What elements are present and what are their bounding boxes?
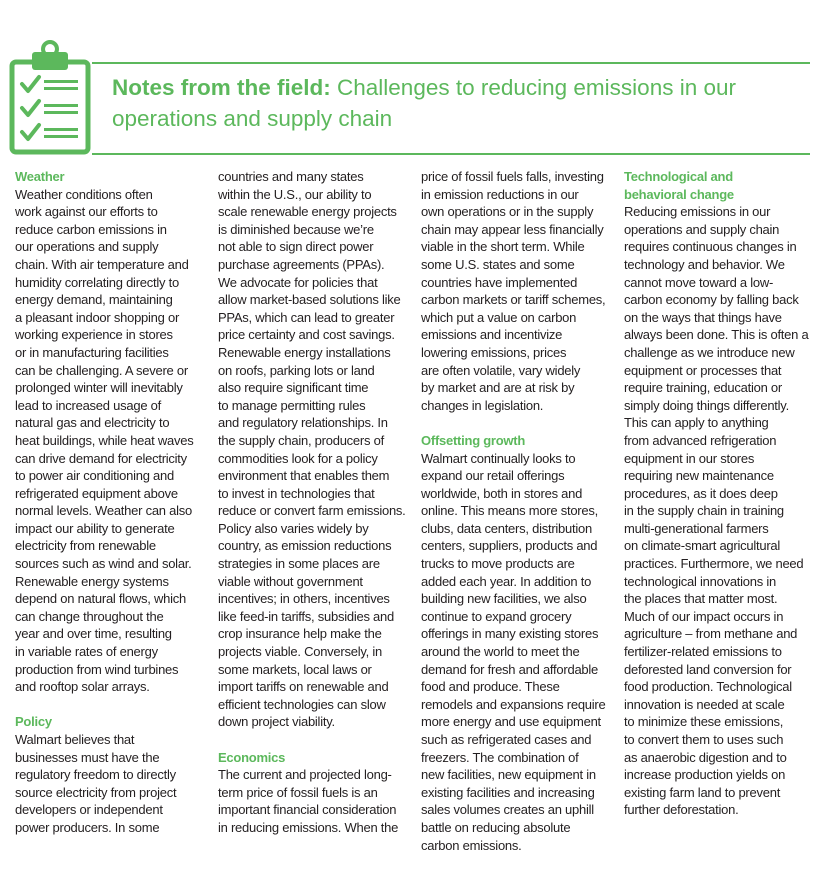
body-text-line: and regulatory relationships. In [218, 415, 388, 431]
body-text-line: technological innovations in [624, 573, 776, 589]
body-text-line: refrigerated equipment above [15, 485, 178, 501]
body-text-line: some U.S. states and some [421, 256, 575, 272]
body-text-line: procedures, as it does deep [624, 485, 778, 501]
body-text-line: projects viable. Conversely, in [218, 644, 382, 660]
body-text-line: price of fossil fuels falls, investing [421, 169, 604, 184]
body-text-line: developers or independent [15, 802, 163, 818]
body-text-line: can be challenging. A severe or [15, 362, 188, 378]
body-text-line: as anaerobic digestion and to [624, 749, 787, 765]
body-text-line: carbon emissions. [421, 837, 522, 853]
body-text-line: requires continuous changes in [624, 239, 797, 255]
body-text-line: Policy also varies widely by [218, 520, 369, 536]
body-text-line: simply doing things differently. [624, 397, 789, 413]
header-rule-bottom [92, 153, 810, 155]
body-text-line: the supply chain, producers of [218, 432, 384, 448]
body-text-line: import tariffs on renewable and [218, 679, 389, 695]
body-text-line: innovation is needed at scale [624, 696, 785, 712]
body-text-line: the places that matter most. [624, 591, 778, 607]
body-text-line: centers, suppliers, products and [421, 538, 598, 554]
paragraph-spacer [421, 414, 611, 432]
body-text-line: agriculture – from methane and [624, 626, 798, 642]
body-text-line: can change throughout the [15, 608, 164, 624]
body-text-line: food production. Technological [624, 679, 792, 695]
body-text-line: The current and projected long- [218, 767, 392, 783]
body-text-line: normal levels. Weather can also [15, 503, 192, 519]
body-text-line: and rooftop solar arrays. [15, 679, 150, 695]
body-text-line: freezers. The combination of [421, 749, 579, 765]
body-text-line: chain. With air temperature and [15, 256, 189, 272]
body-text-line: cannot move toward a low- [624, 274, 774, 290]
body-text-line: challenge as we introduce new [624, 344, 795, 360]
body-text-line: changes in legislation. [421, 397, 544, 413]
body-text-line: increase production yields on [624, 767, 786, 783]
body-text-line: Renewable energy installations [218, 344, 391, 360]
body-text-line: regulatory freedom to directly [15, 767, 176, 783]
column-3 [421, 168, 611, 854]
body-text-line: sources such as wind and solar. [15, 556, 192, 572]
body-text-line: countries and many states [218, 169, 364, 184]
body-text-line: not able to sign direct power [218, 239, 374, 255]
body-text-line: multi-generational farmers [624, 520, 769, 536]
body-text-line: chain may appear less financially [421, 221, 604, 237]
body-text-line: battle on reducing absolute [421, 819, 571, 835]
body-text-line: We advocate for policies that [218, 274, 378, 290]
body-text-line: in reducing emissions. When the [218, 819, 399, 835]
body-text-line: by market and are at risk by [421, 380, 575, 396]
title-lead: Notes from the field: [112, 75, 331, 100]
body-text-line: viable in the short term. While [421, 239, 585, 255]
body-text-line: reduce or convert farm emissions. [218, 503, 406, 519]
body-text-line: This can apply to anything [624, 415, 769, 431]
body-text-line: sales volumes creates an uphill [421, 802, 594, 818]
body-text-line: to power air conditioning and [15, 468, 174, 484]
body-text-line: demand for fresh and affordable [421, 661, 599, 677]
body-text-line: countries have implemented [421, 274, 578, 290]
body-text-line: remodels and expansions require [421, 696, 606, 712]
column-1 [15, 168, 205, 837]
body-text-line: added each year. In addition to [421, 573, 592, 589]
body-text-line: Renewable energy systems [15, 573, 169, 589]
body-text-line: our operations and supply [15, 239, 159, 255]
body-text-line: allow market-based solutions like [218, 292, 401, 308]
section-heading: Economics [218, 749, 286, 765]
body-text-line: to minimize these emissions, [624, 714, 784, 730]
body-text-line: own operations or in the supply [421, 204, 594, 220]
body-text-line: always been done. This is often a [624, 327, 809, 343]
body-text-line: existing facilities and increasing [421, 784, 595, 800]
checklist-clipboard-icon [8, 40, 92, 156]
body-text-line: carbon economy by falling back [624, 292, 799, 308]
section-heading: Weather [15, 169, 65, 184]
body-text-line: in the supply chain in training [624, 503, 784, 519]
section-heading: Policy [15, 714, 52, 730]
body-text-line: efficient technologies can slow [218, 696, 386, 712]
body-text-line: humidity correlating directly to [15, 274, 179, 290]
body-text-line: impact our ability to generate [15, 520, 175, 536]
body-text-line: like feed-in tariffs, subsidies and [218, 608, 394, 624]
body-text-line: expand our retail offerings [421, 468, 565, 484]
body-text-line: carbon markets or tariff schemes, [421, 292, 606, 308]
body-text-line: practices. Furthermore, we need [624, 556, 804, 572]
body-text-line: source electricity from project [15, 784, 177, 800]
body-text-line: country, as emission reductions [218, 538, 392, 554]
body-text-line: electricity from renewable [15, 538, 156, 554]
body-text-line: equipment in our stores [624, 450, 755, 466]
body-text-line: Much of our impact occurs in [624, 608, 784, 624]
body-text-line: strategies in some places are [218, 556, 380, 572]
body-text-line: purchase agreements (PPAs). [218, 256, 385, 272]
body-text-line: building new facilities, we also [421, 591, 587, 607]
body-text-line: depend on natural flows, which [15, 591, 187, 607]
body-text-line: is diminished because we’re [218, 221, 374, 237]
body-text-line: environment that enables them [218, 468, 390, 484]
body-text-line: further deforestation. [624, 802, 739, 818]
body-text-line: down project viability. [218, 714, 335, 730]
body-text-line: lead to increased usage of [15, 397, 161, 413]
body-text-line: reduce carbon emissions in [15, 221, 167, 237]
body-text-line: to manage permitting rules [218, 397, 366, 413]
body-text-line: fertilizer-related emissions to [624, 644, 782, 660]
body-text-line: Weather conditions often [15, 186, 153, 202]
body-text-line: to convert them to uses such [624, 732, 784, 747]
body-text-line: to invest in technologies that [218, 485, 375, 501]
body-text-line: also require significant time [218, 380, 369, 396]
body-text-line: commodities look for a policy [218, 450, 378, 466]
body-text-line: equipment or processes that [624, 362, 782, 378]
body-text-line: require training, education or [624, 380, 782, 396]
paragraph-spacer [218, 731, 408, 749]
body-text-line: important financial consideration [218, 802, 397, 818]
body-text-line: more energy and use equipment [421, 714, 601, 730]
body-text-line: businesses must have the [15, 749, 160, 765]
body-text-line: on roofs, parking lots or land [218, 362, 375, 378]
body-text-line: or in manufacturing facilities [15, 344, 169, 360]
body-text-line: within the U.S., our ability to [218, 186, 372, 202]
section-heading: Technological and [624, 169, 733, 184]
body-text-line: natural gas and electricity to [15, 415, 170, 431]
body-text-line: production from wind turbines [15, 661, 179, 677]
body-text-line: scale renewable energy projects [218, 204, 397, 220]
body-text-line: new facilities, new equipment in [421, 767, 596, 783]
body-text-line: emissions and incentivize [421, 327, 563, 343]
title-rest: Challenges to reducing emissions in our operations and supply chain [112, 75, 736, 131]
body-text-line: in variable rates of energy [15, 644, 158, 660]
header-rule-top [92, 62, 810, 64]
column-2 [218, 168, 408, 837]
body-text-line: year and over time, resulting [15, 626, 172, 642]
body-text-line: on climate-smart agricultural [624, 538, 781, 554]
body-text-line: work against our efforts to [15, 204, 158, 220]
body-text-line: power producers. In some [15, 819, 160, 835]
body-text-line: continue to expand grocery [421, 608, 572, 624]
body-text-line: around the world to meet the [421, 644, 580, 660]
section-heading: Offsetting growth [421, 432, 526, 448]
body-text-line: on the ways that things have [624, 309, 782, 325]
body-text-line: a pleasant indoor shopping or [15, 309, 180, 325]
body-text-line: which put a value on carbon [421, 309, 577, 325]
body-text-line: worldwide, both in stores and [421, 485, 583, 501]
body-text-line: PPAs, which can lead to greater [218, 309, 395, 325]
body-text-line: Walmart continually looks to [421, 450, 576, 466]
body-text-line: some markets, local laws or [218, 661, 372, 677]
body-text-line: requiring new maintenance [624, 468, 774, 484]
column-4 [624, 168, 814, 819]
body-text-line: from advanced refrigeration [624, 432, 777, 448]
body-text-line: crop insurance help make the [218, 626, 382, 642]
body-text-line: such as refrigerated cases and [421, 732, 592, 747]
body-text-line: are often volatile, vary widely [421, 362, 581, 378]
body-text-line: offerings in many existing stores [421, 626, 599, 642]
body-text-line: can drive demand for electricity [15, 450, 187, 466]
body-text-line: term price of fossil fuels is an [218, 784, 378, 800]
body-text-line: Walmart believes that [15, 732, 135, 747]
body-text-line: deforested land conversion for [624, 661, 792, 677]
body-text-line: viable without government [218, 573, 363, 589]
section-heading: behavioral change [624, 186, 734, 202]
body-text-line: prolonged winter will inevitably [15, 380, 183, 396]
body-text-line: Reducing emissions in our [624, 204, 771, 220]
body-text-line: existing farm land to prevent [624, 784, 781, 800]
paragraph-spacer [15, 696, 205, 714]
body-text-line: operations and supply chain [624, 221, 780, 237]
body-text-line: working experience in stores [15, 327, 173, 343]
body-text-line: clubs, data centers, distribution [421, 520, 592, 536]
body-text-line: lowering emissions, prices [421, 344, 567, 360]
body-text-line: food and produce. These [421, 679, 560, 695]
body-text-line: technology and behavior. We [624, 256, 785, 272]
body-text-line: incentives; in others, incentives [218, 591, 390, 607]
body-text-line: online. This means more stores, [421, 503, 598, 519]
body-text-line: heat buildings, while heat waves [15, 432, 194, 448]
page-title [112, 72, 812, 134]
body-text-line: price certainty and cost savings. [218, 327, 395, 343]
body-text-line: in emission reductions in our [421, 186, 579, 202]
body-text-line: trucks to move products are [421, 556, 575, 572]
body-text-line: energy demand, maintaining [15, 292, 173, 308]
